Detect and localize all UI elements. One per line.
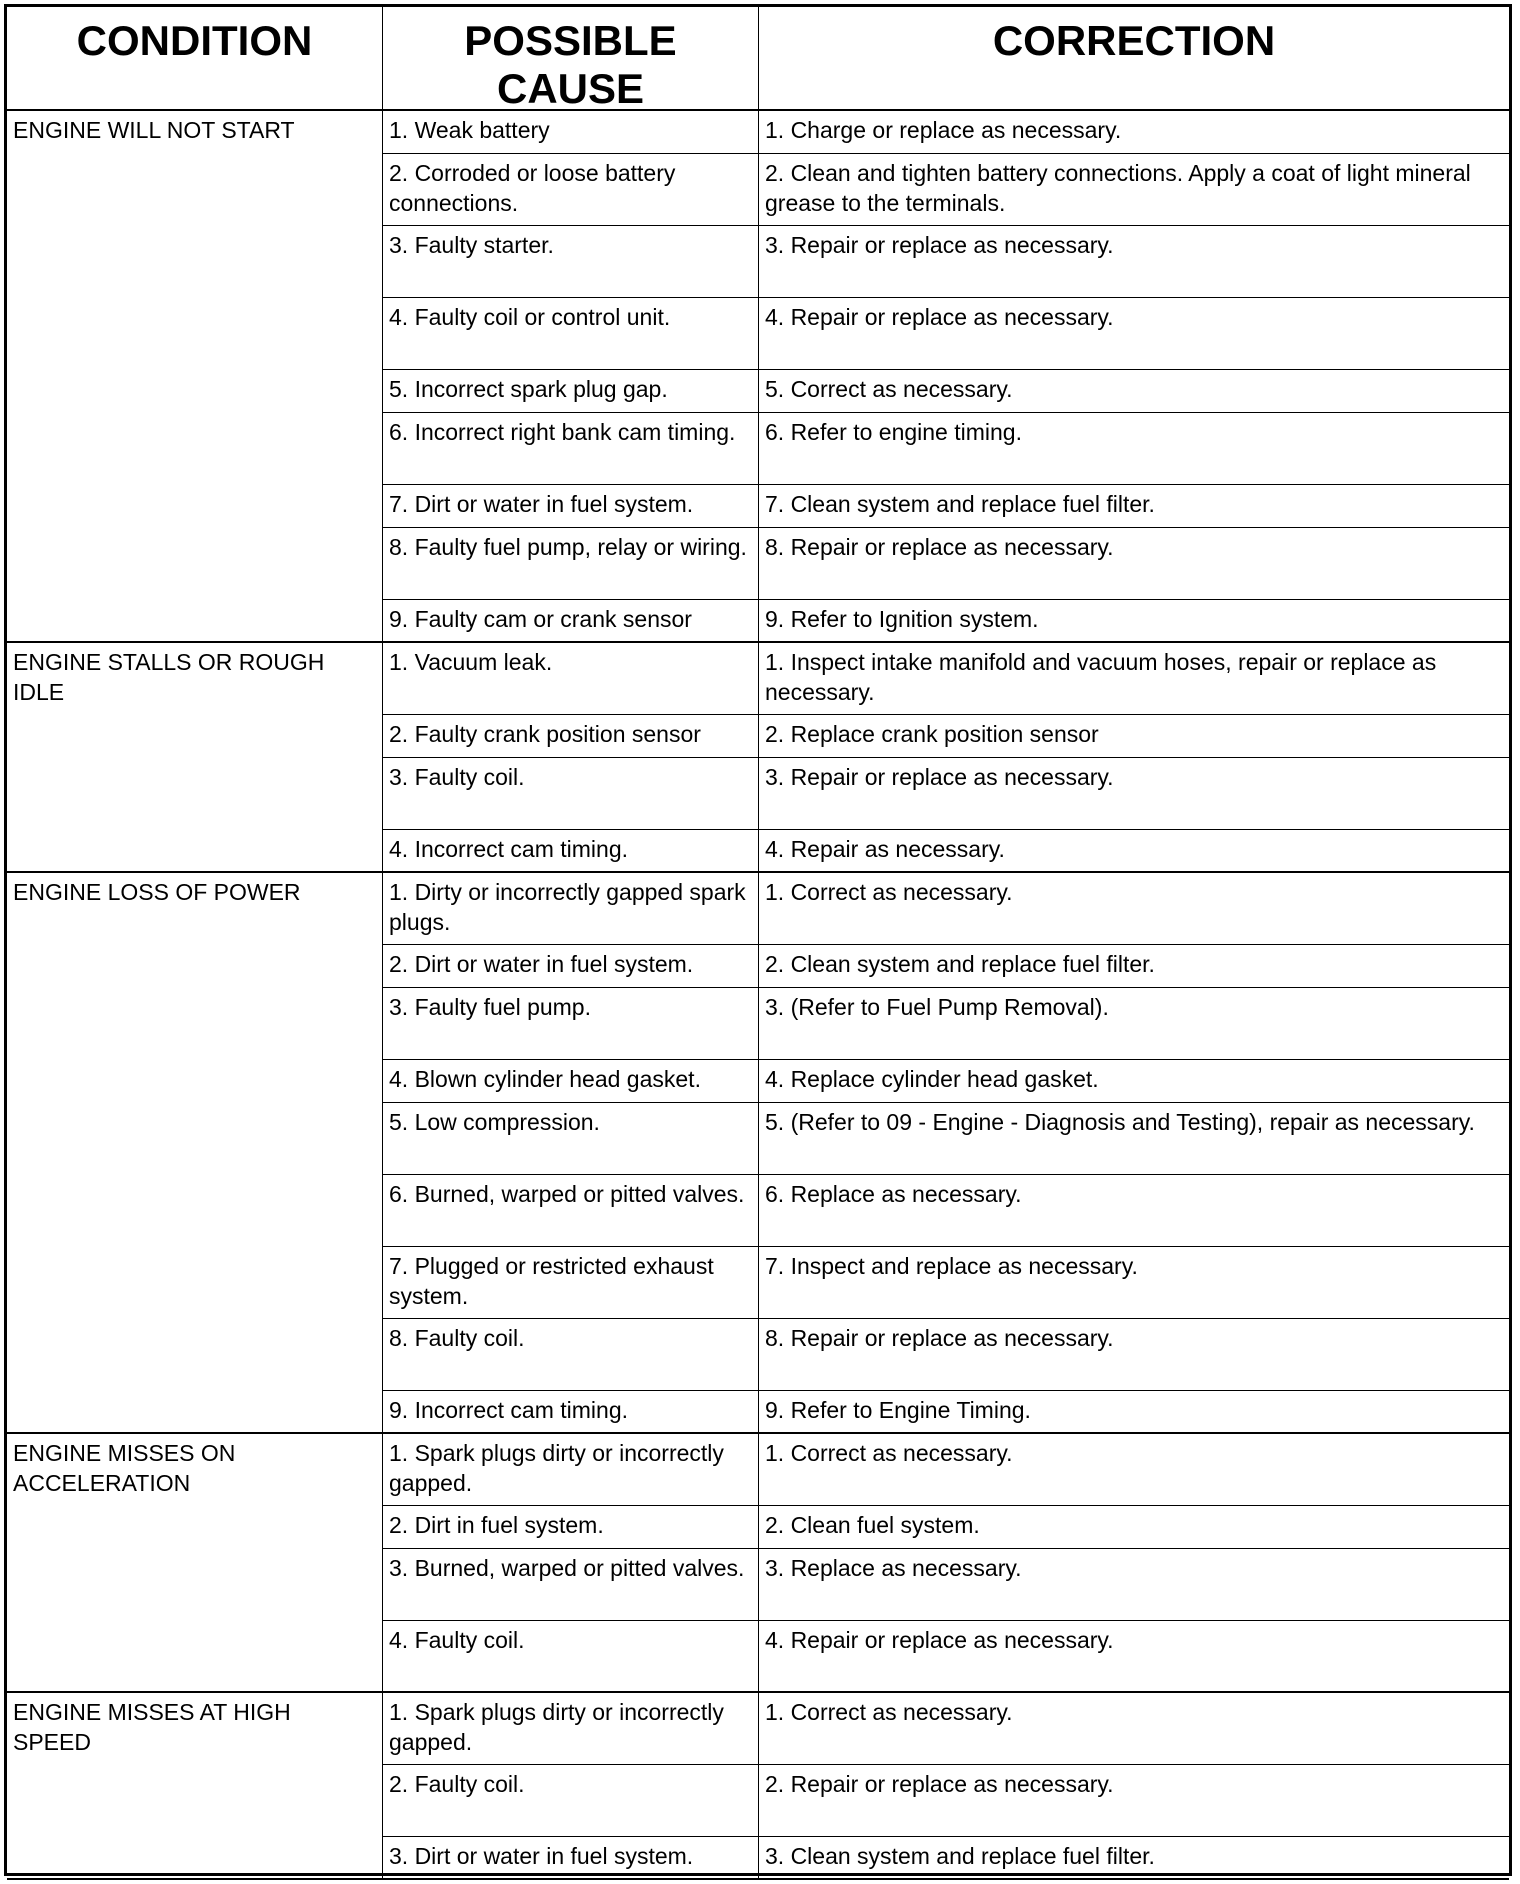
cause-cell: 7. Dirt or water in fuel system. xyxy=(383,485,759,528)
cause-cell: 9. Incorrect cam timing. xyxy=(383,1391,759,1434)
correction-cell: 2. Clean fuel system. xyxy=(759,1506,1509,1549)
correction-cell: 2. Replace crank position sensor xyxy=(759,715,1509,758)
cause-cell: 1. Spark plugs dirty or incorrectly gapped. xyxy=(383,1434,759,1506)
cause-cell: 5. Low compression. xyxy=(383,1103,759,1175)
cause-cell: 1. Weak battery xyxy=(383,111,759,154)
correction-cell: 3. Repair or replace as necessary. xyxy=(759,758,1509,830)
cause-cell: 3. Faulty coil. xyxy=(383,758,759,830)
correction-cell: 3. (Refer to Fuel Pump Removal). xyxy=(759,988,1509,1060)
correction-cell: 4. Repair as necessary. xyxy=(759,830,1509,873)
correction-cell: 1. Correct as necessary. xyxy=(759,1434,1509,1506)
correction-cell: 5. Correct as necessary. xyxy=(759,370,1509,413)
cause-cell: 3. Burned, warped or pitted valves. xyxy=(383,1549,759,1621)
condition-cell: ENGINE LOSS OF POWER xyxy=(7,873,383,1434)
correction-cell: 3. Replace as necessary. xyxy=(759,1549,1509,1621)
cause-cell: 2. Faulty crank position sensor xyxy=(383,715,759,758)
correction-cell: 8. Repair or replace as necessary. xyxy=(759,1319,1509,1391)
correction-cell: 7. Clean system and replace fuel filter. xyxy=(759,485,1509,528)
correction-cell: 7. Inspect and replace as necessary. xyxy=(759,1247,1509,1319)
correction-cell: 2. Clean and tighten battery connections. Apply a coat of light mineral grease to the terminals. xyxy=(759,154,1509,226)
correction-cell: 6. Refer to engine timing. xyxy=(759,413,1509,485)
cause-cell: 3. Faulty starter. xyxy=(383,226,759,298)
cause-cell: 9. Faulty cam or crank sensor xyxy=(383,600,759,643)
cause-cell: 4. Faulty coil. xyxy=(383,1621,759,1693)
cause-cell: 2. Dirt or water in fuel system. xyxy=(383,945,759,988)
cause-cell: 2. Dirt in fuel system. xyxy=(383,1506,759,1549)
correction-cell: 8. Repair or replace as necessary. xyxy=(759,528,1509,600)
correction-cell: 4. Repair or replace as necessary. xyxy=(759,1621,1509,1693)
condition-cell: ENGINE WILL NOT START xyxy=(7,111,383,643)
correction-cell: 3. Repair or replace as necessary. xyxy=(759,226,1509,298)
correction-cell: 9. Refer to Engine Timing. xyxy=(759,1391,1509,1434)
cause-cell: 4. Faulty coil or control unit. xyxy=(383,298,759,370)
cause-cell: 4. Incorrect cam timing. xyxy=(383,830,759,873)
condition-cell: ENGINE STALLS OR ROUGH IDLE xyxy=(7,643,383,873)
cause-cell: 8. Faulty coil. xyxy=(383,1319,759,1391)
cause-cell: 6. Burned, warped or pitted valves. xyxy=(383,1175,759,1247)
cause-cell: 4. Blown cylinder head gasket. xyxy=(383,1060,759,1103)
cause-cell: 2. Corroded or loose battery connections. xyxy=(383,154,759,226)
correction-cell: 9. Refer to Ignition system. xyxy=(759,600,1509,643)
condition-cell: ENGINE MISSES AT HIGH SPEED xyxy=(7,1693,383,1880)
correction-cell: 2. Clean system and replace fuel filter. xyxy=(759,945,1509,988)
cause-cell: 1. Dirty or incorrectly gapped spark plugs. xyxy=(383,873,759,945)
correction-cell: 1. Correct as necessary. xyxy=(759,873,1509,945)
cause-cell: 5. Incorrect spark plug gap. xyxy=(383,370,759,413)
correction-cell: 3. Clean system and replace fuel filter. xyxy=(759,1837,1509,1880)
cause-cell: 3. Faulty fuel pump. xyxy=(383,988,759,1060)
correction-cell: 2. Repair or replace as necessary. xyxy=(759,1765,1509,1837)
troubleshooting-table xyxy=(4,4,1512,1876)
correction-cell: 1. Correct as necessary. xyxy=(759,1693,1509,1765)
cause-cell: 1. Vacuum leak. xyxy=(383,643,759,715)
correction-cell: 4. Repair or replace as necessary. xyxy=(759,298,1509,370)
correction-cell: 4. Replace cylinder head gasket. xyxy=(759,1060,1509,1103)
cause-cell: 6. Incorrect right bank cam timing. xyxy=(383,413,759,485)
header-correction: CORRECTION xyxy=(759,7,1509,111)
cause-cell: 8. Faulty fuel pump, relay or wiring. xyxy=(383,528,759,600)
cause-cell: 1. Spark plugs dirty or incorrectly gapped. xyxy=(383,1693,759,1765)
header-condition: CONDITION xyxy=(7,7,383,111)
correction-cell: 1. Charge or replace as necessary. xyxy=(759,111,1509,154)
header-possible-cause: POSSIBLE CAUSE xyxy=(383,7,759,111)
cause-cell: 3. Dirt or water in fuel system. xyxy=(383,1837,759,1880)
correction-cell: 1. Inspect intake manifold and vacuum hoses, repair or replace as necessary. xyxy=(759,643,1509,715)
cause-cell: 7. Plugged or restricted exhaust system. xyxy=(383,1247,759,1319)
correction-cell: 6. Replace as necessary. xyxy=(759,1175,1509,1247)
cause-cell: 2. Faulty coil. xyxy=(383,1765,759,1837)
correction-cell: 5. (Refer to 09 - Engine - Diagnosis and Testing), repair as necessary. xyxy=(759,1103,1509,1175)
condition-cell: ENGINE MISSES ON ACCELERATION xyxy=(7,1434,383,1693)
